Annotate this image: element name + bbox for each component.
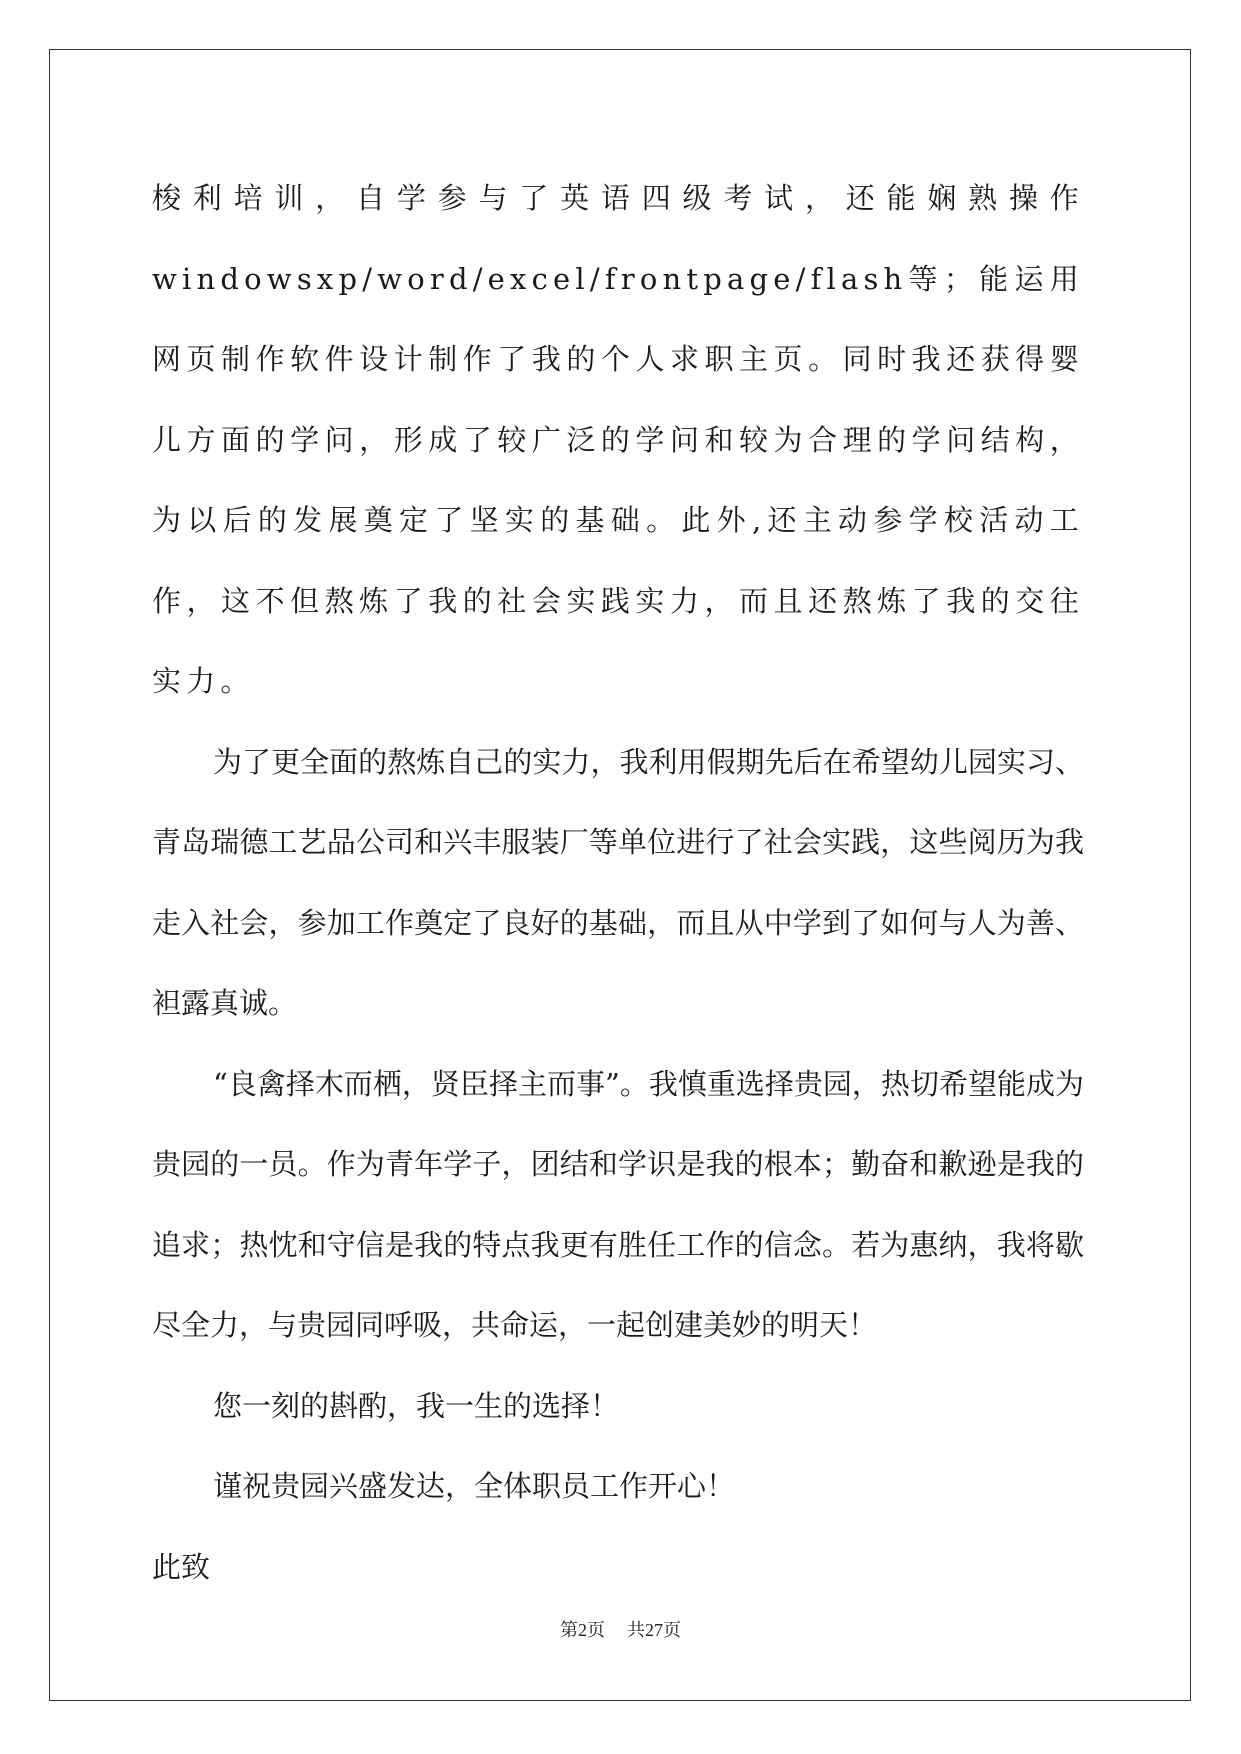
page-number: 第2页 — [560, 1620, 605, 1640]
closing-salutation: 此致 — [152, 1549, 211, 1584]
paragraph-blessing: 谨祝贵园兴盛发达，全体职员工作开心！ — [213, 1469, 736, 1503]
paragraph-practice-experience: 为了更全面的熬炼自己的实力，我利用假期先后在希望幼儿园实习、青岛瑞德工艺品公司和兴丰服装厂等单位进行了社会实践，这些阅历为我走入社会，参加工作奠定了良好的基础，而且从中学到了如何与人为善、袒露真诚。 — [152, 744, 1084, 1020]
document-body — [152, 158, 1084, 1607]
paragraph-thanks: 您一刻的斟酌，我一生的选择！ — [213, 1388, 620, 1423]
paragraph-application-wish: “良禽择木而栖，贤臣择主而事”。我慎重选择贵园，热切希望能成为贵园的一员。作为青年学子，团结和学识是我的根本；勤奋和歉逊是我的追求；热忱和守信是我的特点我更有胜任工作的信念。若为惠纳，我将歇尽全力，与贵园同呼吸，共命运，一起创建美妙的明天！ — [152, 1066, 1084, 1342]
page-footer — [0, 1616, 1241, 1642]
page-total: 共27页 — [627, 1620, 681, 1640]
paragraph-education-skills: 梭利培训，自学参与了英语四级考试，还能娴熟操作windowsxp/word/excel/frontpage/flash等；能运用网页制作软件设计制作了我的个人求职主页。同时我还获得婴儿方面的学问，形成了较广泛的学问和较为合理的学问结构，为以后的发展奠定了坚实的基础。此外,还主动参学校活动工作，这不但熬炼了我的社会实践实力，而且还熬炼了我的交往实力。 — [152, 181, 1084, 698]
